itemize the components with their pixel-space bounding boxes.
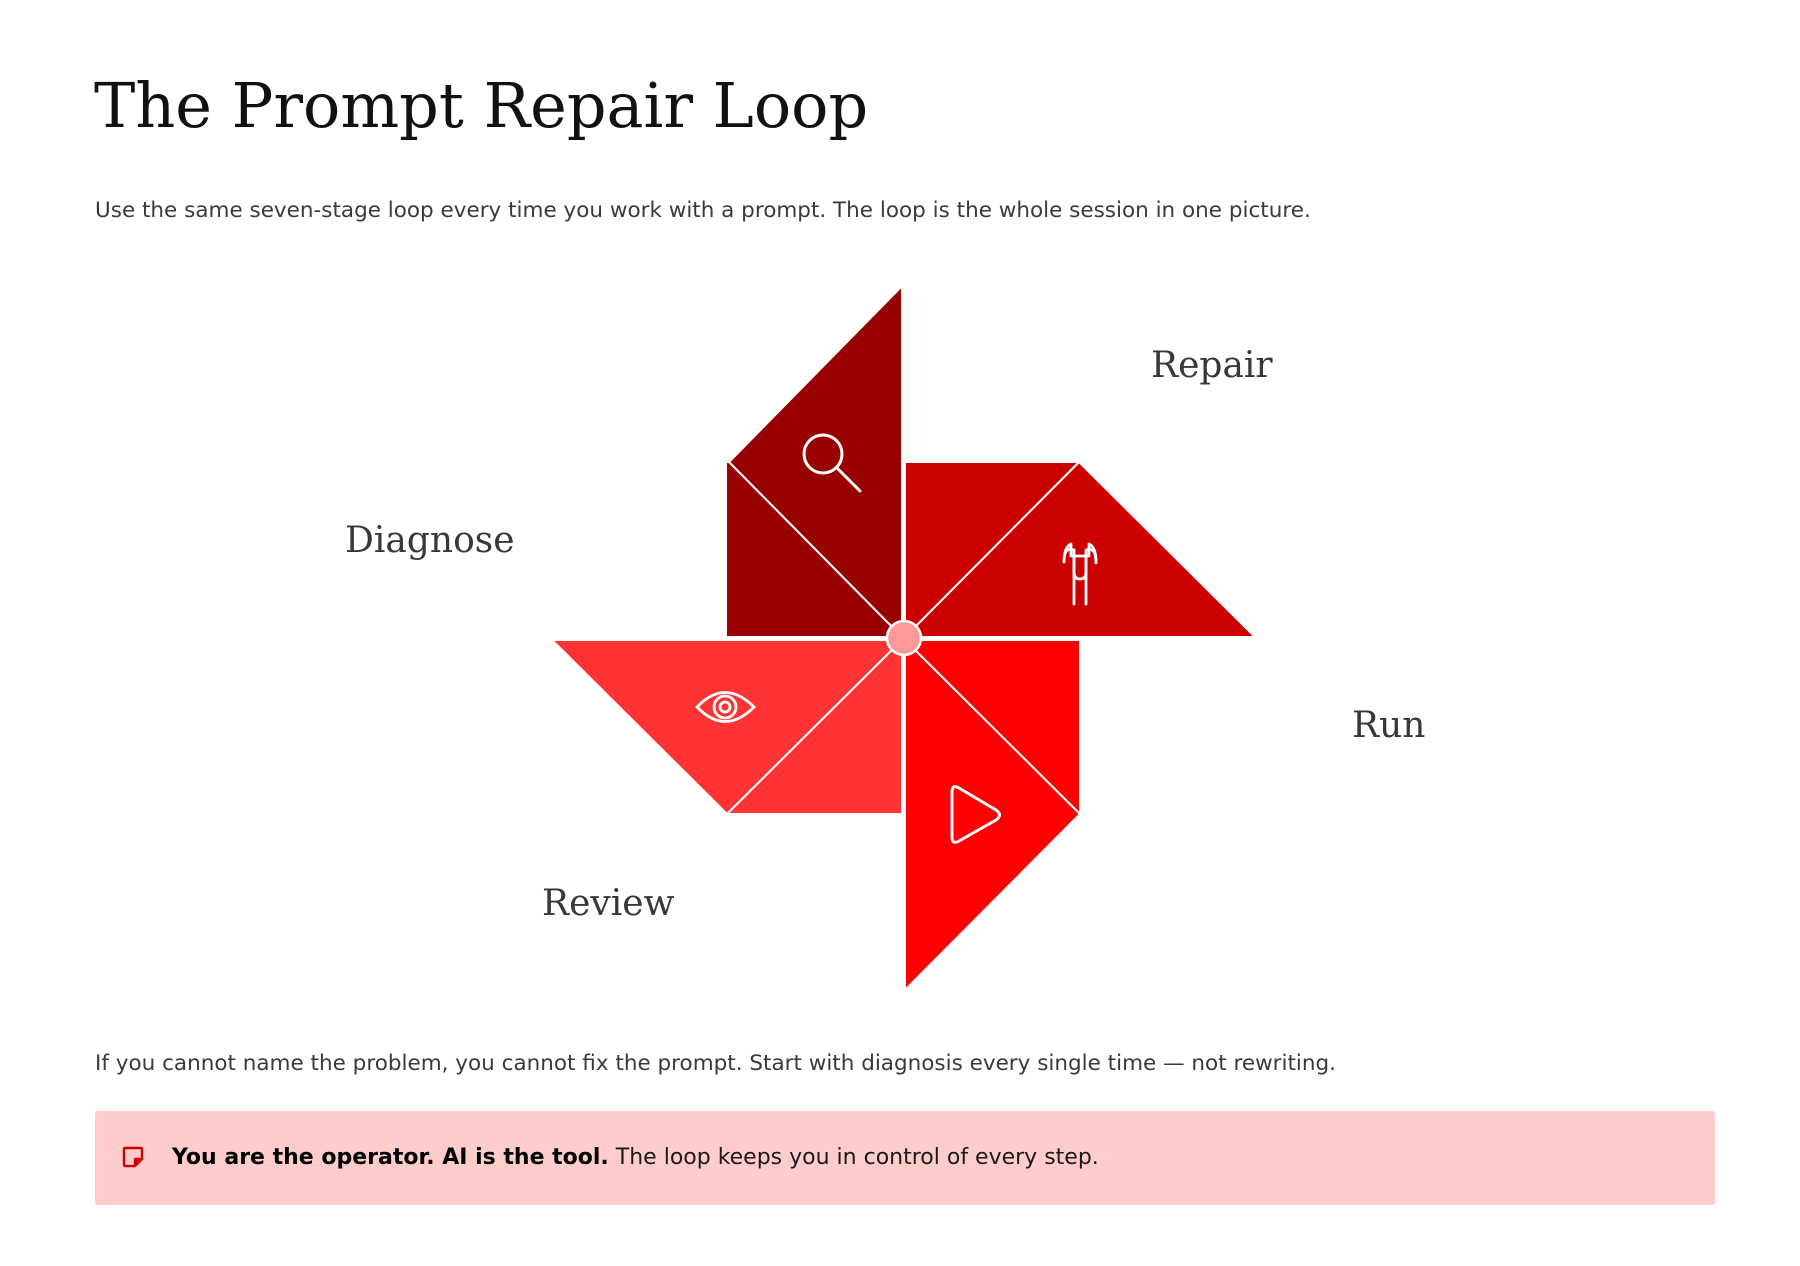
blade-repair[interactable] [905, 462, 1255, 637]
stage-label-repair: Repair [1151, 345, 1273, 386]
intro-paragraph: Use the same seven-stage loop every time you work with a prompt. The loop is the whole session in one picture. [95, 198, 1311, 223]
note-paragraph: If you cannot name the problem, you cannot fix the prompt. Start with diagnosis every single time — not rewriting. [95, 1051, 1336, 1076]
callout-strong-text: You are the operator. AI is the tool. [172, 1145, 609, 1170]
blade-diagnose[interactable] [726, 286, 902, 637]
page-title: The Prompt Repair Loop [94, 69, 869, 142]
blade-run[interactable] [905, 640, 1080, 990]
stage-label-run: Run [1352, 705, 1426, 746]
callout-text [172, 1140, 1099, 1176]
sticky-note-icon [121, 1145, 145, 1169]
blade-review[interactable] [552, 640, 902, 814]
callout-body-text: The loop keeps you in control of every step. [608, 1145, 1099, 1170]
callout-box [95, 1111, 1715, 1205]
stage-label-diagnose: Diagnose [345, 520, 515, 561]
stage-label-review: Review [542, 883, 675, 924]
